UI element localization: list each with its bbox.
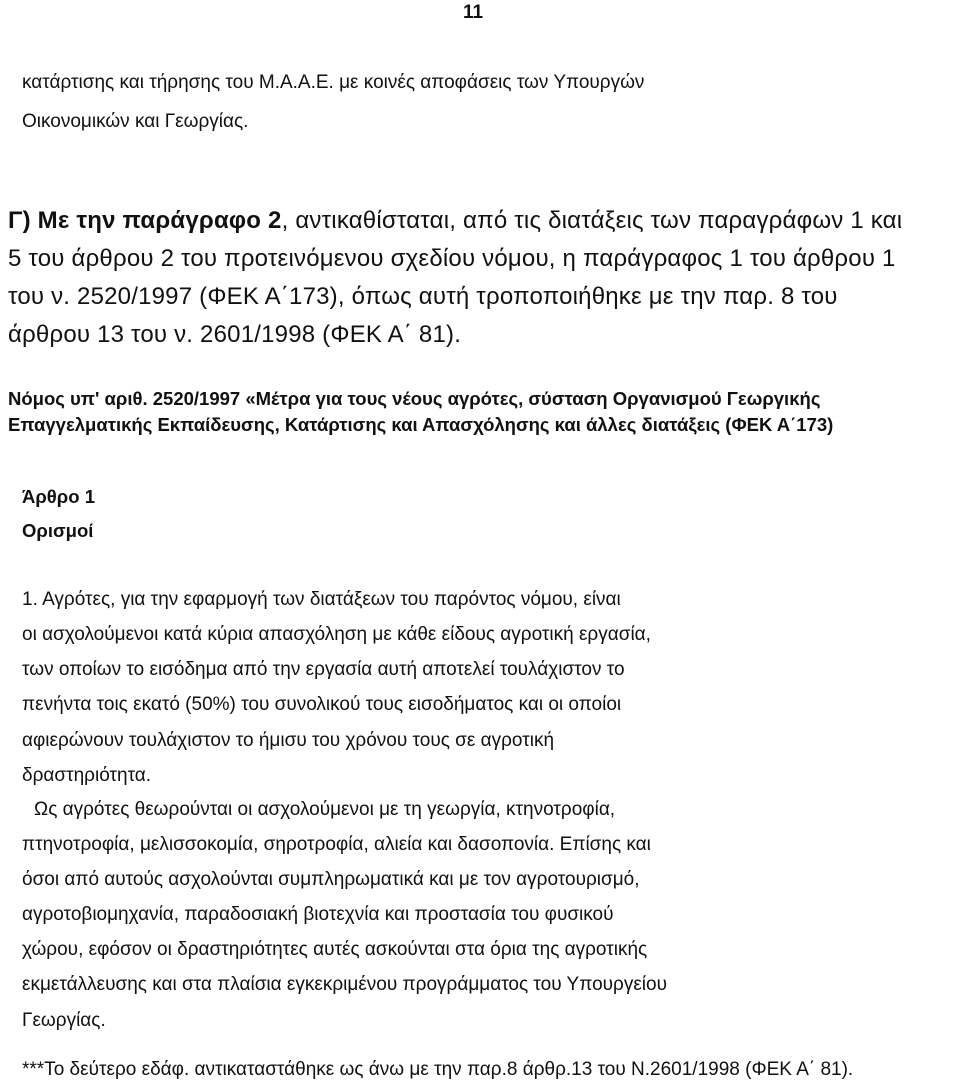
body-line: εκμετάλλευσης και στα πλαίσια εγκεκριμένου προγράμματος του Υπουργείου	[22, 974, 667, 995]
footnote: ***Το δεύτερο εδάφ. αντικαταστάθηκε ως άνω με την παρ.8 άρθρ.13 του Ν.2601/1998 (ΦΕΚ Α΄ 81).	[22, 1059, 854, 1080]
article-number: Άρθρο 1	[22, 486, 95, 507]
body-line: χώρου, εφόσον οι δραστηριότητες αυτές ασκούνται στα όρια της αγροτικής	[22, 939, 648, 960]
section-g-line-1-rest: , αντικαθίσταται, από τις διατάξεις των παραγράφων 1 και	[281, 207, 903, 234]
body-line: Ως αγρότες θεωρούνται οι ασχολούμενοι με τη γεωργία, κτηνοτροφία,	[34, 799, 616, 820]
body-line: πτηνοτροφία, μελισσοκομία, σηροτροφία, αλιεία και δασοπονία. Επίσης και	[22, 834, 651, 855]
law-reference-line-2: Επαγγελματικής Εκπαίδευσης, Κατάρτισης και Απασχόλησης και άλλες διατάξεις (ΦΕΚ Α΄173)	[8, 414, 834, 435]
body-line: αγροτοβιομηχανία, παραδοσιακή βιοτεχνία και προστασία του φυσικού	[22, 904, 614, 925]
section-g-line-4: άρθρου 13 του ν. 2601/1998 (ΦΕΚ Α΄ 81).	[8, 321, 462, 348]
body-line: οι ασχολούμενοι κατά κύρια απασχόληση με κάθε είδους αγροτική εργασία,	[22, 624, 651, 645]
section-g-line-1	[8, 207, 902, 235]
law-reference-line-1: Νόμος υπ' αριθ. 2520/1997 «Μέτρα για τους νέους αγρότες, σύσταση Οργανισμού Γεωργικής	[8, 388, 821, 409]
intro-line-1: κατάρτισης και τήρησης του Μ.Α.Α.Ε. με κοινές αποφάσεις των Υπουργών	[22, 72, 645, 93]
section-g-line-3: του ν. 2520/1997 (ΦΕΚ Α΄173), όπως αυτή τροποποιήθηκε με την παρ. 8 του	[8, 283, 838, 310]
body-line: πενήντα τοις εκατό (50%) του συνολικού τους εισοδήματος και οι οποίοι	[22, 694, 622, 715]
section-g-label: Γ) Με την παράγραφο 2	[8, 207, 282, 234]
body-line: των οποίων το εισόδημα από την εργασία αυτή αποτελεί τουλάχιστον το	[22, 659, 625, 680]
body-line: όσοι από αυτούς ασχολούνται συμπληρωματικά και με τον αγροτουρισμό,	[22, 869, 640, 890]
body-line: Γεωργίας.	[22, 1010, 106, 1031]
section-g-line-2: 5 του άρθρου 2 του προτεινόμενου σχεδίου νόμου, η παράγραφος 1 του άρθρου 1	[8, 245, 896, 272]
article-title: Ορισμοί	[22, 520, 94, 541]
body-line: δραστηριότητα.	[22, 765, 152, 786]
body-line: αφιερώνουν τουλάχιστον το ήμισυ του χρόνου τους σε αγροτική	[22, 730, 555, 751]
page-number: 11	[463, 2, 484, 23]
intro-line-2: Οικονομικών και Γεωργίας.	[22, 111, 249, 132]
body-line: 1. Αγρότες, για την εφαρμογή των διατάξεων του παρόντος νόμου, είναι	[22, 589, 621, 610]
